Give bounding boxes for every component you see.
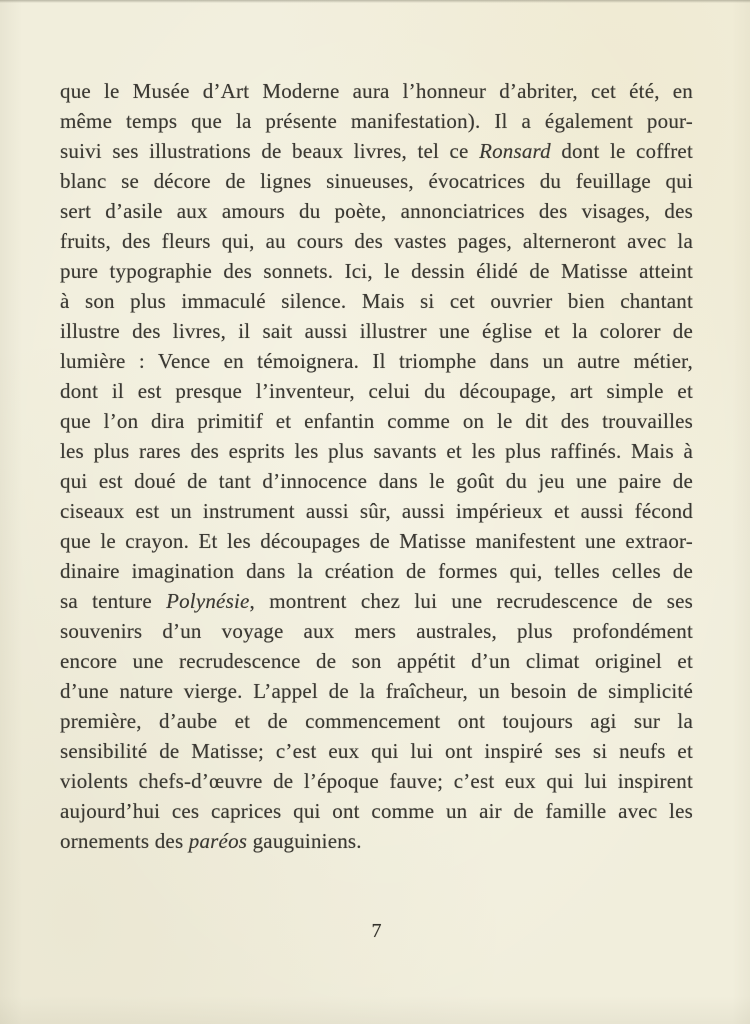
text-line xyxy=(60,526,693,556)
line-segment: aujourd’hui ces caprices qui ont comme un air de famille avec les xyxy=(60,799,693,823)
text-line xyxy=(60,76,693,106)
line-segment-italic: paréos xyxy=(188,829,248,853)
text-line xyxy=(60,496,693,526)
text-line xyxy=(60,346,693,376)
text-line xyxy=(60,406,693,436)
line-segment: violents chefs-d’œuvre de l’époque fauve; c’est eux qui lui inspirent xyxy=(60,769,693,793)
line-segment: pure typographie des sonnets. Ici, le dessin élidé de Matisse atteint xyxy=(60,259,693,283)
line-segment: les plus rares des esprits les plus savants et les plus raffinés. Mais à xyxy=(60,439,693,463)
text-line xyxy=(60,196,693,226)
line-segment: fruits, des fleurs qui, au cours des vastes pages, alterneront avec la xyxy=(60,229,693,253)
line-segment: ornements des xyxy=(60,829,189,853)
text-line xyxy=(60,676,693,706)
line-segment: première, d’aube et de commencement ont toujours agi sur la xyxy=(60,709,693,733)
line-segment: illustre des livres, il sait aussi illustrer une église et la colorer de xyxy=(60,319,693,343)
page-number: 7 xyxy=(371,920,382,942)
line-segment: ciseaux est un instrument aussi sûr, aussi impérieux et aussi fécond xyxy=(60,499,693,523)
text-line xyxy=(60,556,693,586)
text-line xyxy=(60,766,693,796)
line-segment: que le Musée d’Art Moderne aura l’honneur d’abriter, cet été, en xyxy=(60,79,693,103)
line-segment: dont il est presque l’inventeur, celui du découpage, art simple et xyxy=(60,379,693,403)
text-line xyxy=(60,106,693,136)
line-segment: que le crayon. Et les découpages de Matisse manifestent une extraor- xyxy=(60,529,693,553)
line-segment: que l’on dira primitif et enfantin comme on le dit des trouvailles xyxy=(60,409,693,433)
text-line xyxy=(60,286,693,316)
text-line xyxy=(60,436,693,466)
text-line xyxy=(60,466,693,496)
text-line xyxy=(60,136,693,166)
line-segment: dont le coffret xyxy=(550,139,693,163)
body-text xyxy=(60,76,693,856)
line-segment: souvenirs d’un voyage aux mers australes, plus profondément xyxy=(60,619,693,643)
text-line xyxy=(60,826,693,856)
line-segment: d’une nature vierge. L’appel de la fraîcheur, un besoin de simplicité xyxy=(60,679,693,703)
line-segment: encore une recrudescence de son appétit d’un climat originel et xyxy=(60,649,693,673)
line-segment: sa tenture xyxy=(60,589,167,613)
text-line xyxy=(60,316,693,346)
line-segment-italic: Polynésie xyxy=(166,589,250,613)
line-segment: suivi ses illustrations de beaux livres, tel ce xyxy=(60,139,480,163)
line-segment: lumière : Vence en témoignera. Il triomphe dans un autre métier, xyxy=(60,349,693,373)
line-segment: , montrent chez lui une recrudescence de ses xyxy=(249,589,693,613)
text-line xyxy=(60,646,693,676)
line-segment: gauguiniens. xyxy=(247,829,362,853)
line-segment: blanc se décore de lignes sinueuses, évocatrices du feuillage qui xyxy=(60,169,693,193)
text-line xyxy=(60,166,693,196)
text-line xyxy=(60,226,693,256)
line-segment: dinaire imagination dans la création de formes qui, telles celles de xyxy=(60,559,693,583)
text-line xyxy=(60,736,693,766)
text-line xyxy=(60,586,693,616)
line-segment-italic: Ronsard xyxy=(479,139,551,163)
text-line xyxy=(60,796,693,826)
line-segment: même temps que la présente manifestation). Il a également pour- xyxy=(60,109,693,133)
text-line xyxy=(60,256,693,286)
line-segment: qui est doué de tant d’innocence dans le goût du jeu une paire de xyxy=(60,469,693,493)
line-segment: sensibilité de Matisse; c’est eux qui lui ont inspiré ses si neufs et xyxy=(60,739,693,763)
line-segment: sert d’asile aux amours du poète, annonciatrices des visages, des xyxy=(60,199,693,223)
text-line xyxy=(60,706,693,736)
text-line xyxy=(60,616,693,646)
line-segment: à son plus immaculé silence. Mais si cet ouvrier bien chantant xyxy=(60,289,693,313)
text-line xyxy=(60,376,693,406)
